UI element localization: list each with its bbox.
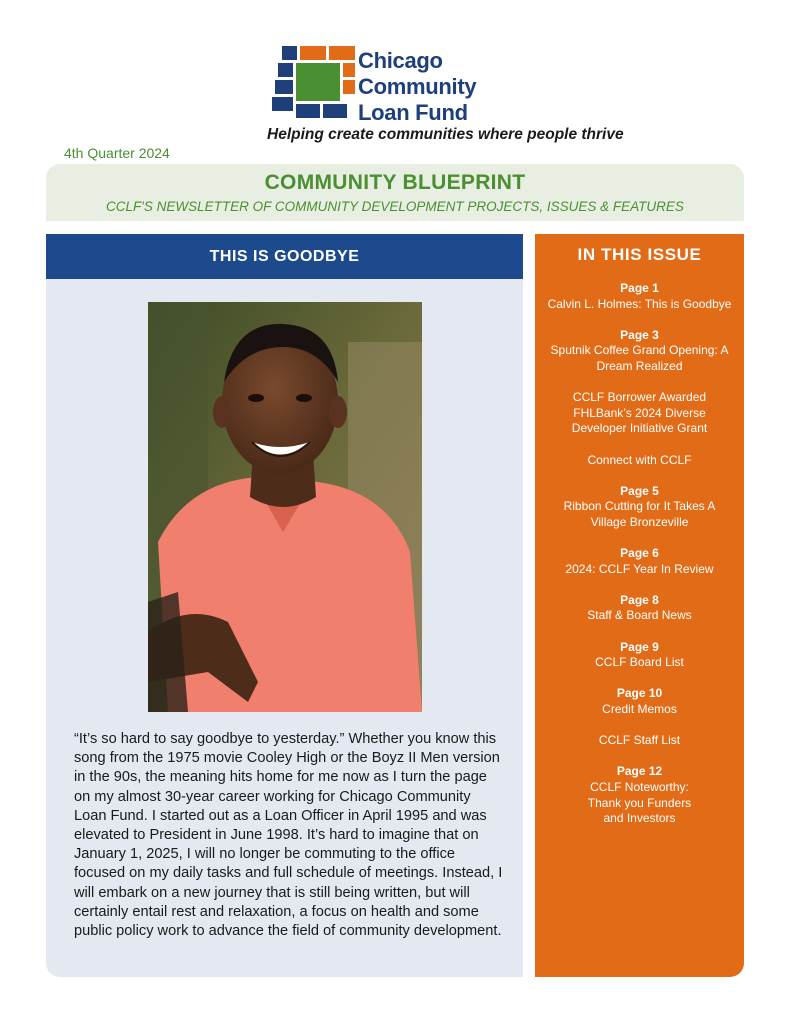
main-article-panel — [46, 234, 523, 977]
toc-page: Page 5 — [620, 483, 659, 498]
toc-text: CCLF Borrower Awarded FHLBank’s 2024 Diverse Developer Initiative Grant — [571, 390, 708, 436]
article-body: “It’s so hard to say goodbye to yesterday.” Whether you know this song from the 1975 movie Cooley High or the Boyz II Men version in the 90s, the meaning hits home for me now as I turn the page on my almost 30-year career working for Chicago Community Loan Fund. I started out as a Loan Officer in April 1995 and was elevated to President in June 1998. It’s hard to imagine that on January 1, 2025, I will no longer be commuting to the office focused on my daily tasks and full schedule of meetings. Instead, I will embark on a new journey that is still being written, but will certainly entail rest and relaxation, a focus on health and some public policy work to advance the field of community development. — [74, 731, 503, 940]
toc-item[interactable] — [535, 546, 744, 577]
logo-mosaic-icon — [272, 46, 360, 120]
toc-page: Page 10 — [616, 686, 663, 701]
in-this-issue-sidebar — [535, 234, 744, 977]
newsletter-subtitle: CCLF'S NEWSLETTER OF COMMUNITY DEVELOPMENT PROJECTS, ISSUES & FEATURES — [106, 199, 684, 214]
toc-text: CCLF Board List — [595, 655, 684, 670]
logo-line-1: Chicago — [358, 48, 443, 73]
toc-text: Sputnik Coffee Grand Opening: A Dream Realized — [550, 343, 729, 373]
toc-item[interactable] — [535, 453, 744, 469]
toc-text: CCLF Staff List — [598, 733, 681, 748]
toc-text: CCLF Noteworthy: Thank you Funders and Investors — [587, 780, 692, 826]
toc-text: Staff & Board News — [587, 608, 692, 623]
toc-page: Page 9 — [620, 639, 659, 654]
toc-page: Page 3 — [620, 327, 659, 342]
toc-text: Connect with CCLF — [587, 452, 692, 467]
logo-line-3: Loan Fund — [358, 100, 468, 125]
logo-wordmark — [358, 48, 476, 126]
toc-item[interactable] — [535, 593, 744, 624]
toc-item[interactable] — [535, 640, 744, 671]
sidebar-title: IN THIS ISSUE — [577, 245, 702, 264]
toc-page: Page 6 — [620, 546, 659, 561]
toc-item[interactable] — [535, 328, 744, 375]
newsletter-title: COMMUNITY BLUEPRINT — [264, 171, 526, 194]
toc-page: Page 12 — [616, 764, 663, 779]
toc-item[interactable] — [535, 484, 744, 531]
toc-text: Calvin L. Holmes: This is Goodbye — [547, 296, 732, 311]
toc-page: Page 1 — [620, 281, 659, 295]
portrait-photo — [148, 302, 422, 712]
toc-item[interactable] — [535, 390, 744, 437]
toc-item[interactable] — [535, 764, 744, 826]
newsletter-banner — [46, 164, 744, 221]
logo-line-2: Community — [358, 74, 477, 99]
article-heading: THIS IS GOODBYE — [46, 234, 523, 279]
toc-text: Credit Memos — [602, 702, 677, 717]
toc-item[interactable] — [535, 733, 744, 749]
toc-page: Page 8 — [620, 592, 659, 607]
logo-tagline: Helping create communities where people thrive — [267, 126, 624, 143]
toc-text: Ribbon Cutting for It Takes A Village Bronzeville — [563, 499, 716, 529]
table-of-contents — [535, 281, 744, 827]
issue-quarter: 4th Quarter 2024 — [64, 145, 170, 161]
toc-text: 2024: CCLF Year In Review — [565, 561, 714, 576]
toc-item[interactable] — [535, 281, 744, 312]
toc-item[interactable] — [535, 686, 744, 717]
